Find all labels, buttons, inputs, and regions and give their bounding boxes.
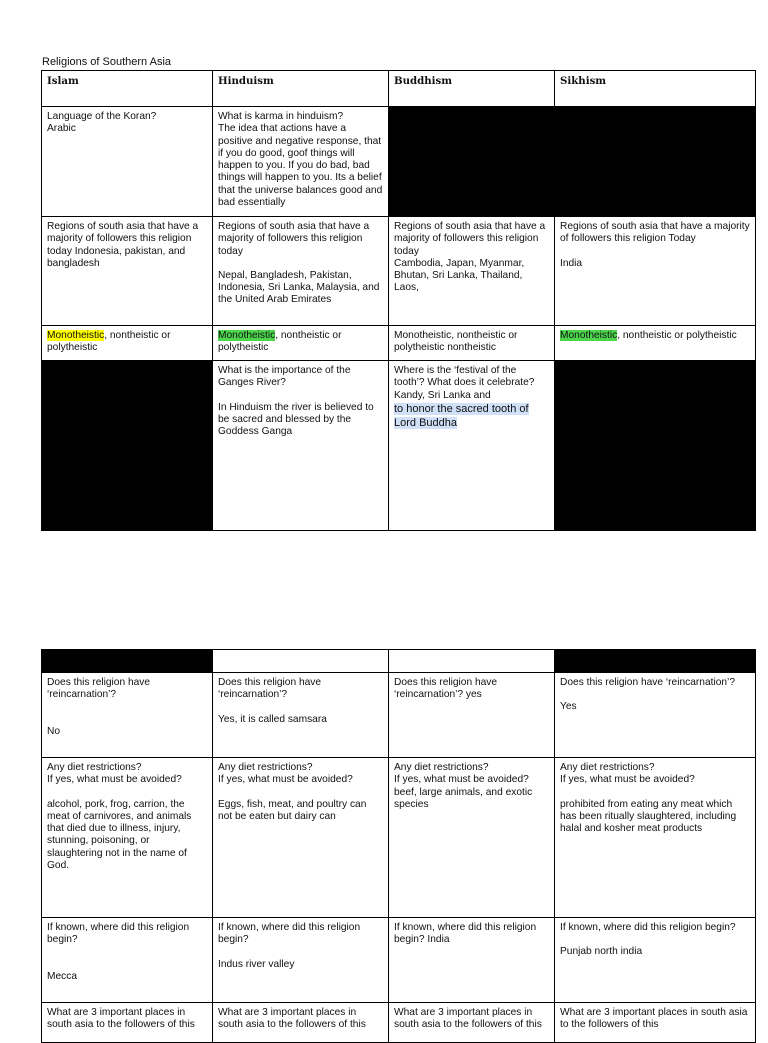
cell-islam-reincarnation	[42, 673, 213, 758]
table-row	[42, 918, 756, 1003]
empty-header-cell	[213, 650, 389, 673]
question-text: Any diet restrictions?	[218, 762, 313, 773]
blacked-out-cell	[555, 361, 756, 531]
cell-buddhism-places: What are 3 important places in south asia to the followers of this	[389, 1003, 555, 1043]
question-text: Language of the Koran?	[47, 111, 157, 122]
question-text: Any diet restrictions?	[394, 762, 489, 773]
answer-text: Regions of south asia that have a majority of followers this religion today Indonesia, pakistan, and bangladesh	[47, 221, 199, 269]
cell-islam-places: What are 3 important places in south asia to the followers of this	[42, 1003, 213, 1043]
cell-hinduism-diet	[213, 758, 389, 918]
cell-sikhism-reincarnation	[555, 673, 756, 758]
question-text: Regions of south asia that have a majority of followers this religion Today	[560, 221, 750, 245]
cell-sikhism-regions	[555, 217, 756, 326]
answer-text: Indus river valley	[218, 958, 295, 970]
question-text: Where is the ‘festival of the tooth’? What does it celebrate?	[394, 365, 535, 389]
table-row	[42, 1003, 756, 1043]
header-row	[42, 650, 756, 673]
answer-text: Yes	[560, 701, 577, 713]
cell-sikhism-theism	[555, 326, 756, 361]
document-title: Religions of Southern Asia	[42, 56, 172, 68]
cell-hinduism-ganges	[213, 361, 389, 531]
religions-table-bottom	[41, 649, 756, 1043]
answer-text: , nontheistic or polytheistic	[218, 330, 342, 354]
question-text: If known, where did this religion begin?	[218, 922, 361, 946]
answer-text: In Hinduism the river is believed to be sacred and blessed by the Goddess Ganga	[218, 401, 374, 438]
answer-text: prohibited from eating any meat which has been ritually slaughtered, including halal and kosher meat products	[560, 798, 737, 835]
table-row	[42, 758, 756, 918]
question-text: If yes, what must be avoided?	[218, 774, 353, 786]
blacked-out-cell	[42, 650, 213, 673]
question-text: What is karma in hinduism?	[218, 111, 344, 122]
cell-hinduism-theism	[213, 326, 389, 361]
question-text: If yes, what must be avoided?	[47, 774, 182, 786]
answer-text: Cambodia, Japan, Myanmar, Bhutan, Sri Lanka, Thailand, Laos,	[394, 257, 525, 294]
cell-hinduism-reincarnation	[213, 673, 389, 758]
cell-islam-language	[42, 107, 213, 217]
header-buddhism: Buddhism	[389, 71, 555, 107]
blacked-out-cell	[555, 107, 756, 217]
header-sikhism: Sikhism	[555, 71, 756, 107]
cell-buddhism-reincarnation	[389, 673, 555, 758]
cell-sikhism-origin	[555, 918, 756, 1003]
blacked-out-cell	[389, 107, 555, 217]
answer-text: The idea that actions have a positive and negative response, that if you do good, goof things will happen to you. If you do bad, bad things will happen to you. Its a belief that the universe balances good and bad essentially	[218, 123, 383, 209]
highlighted-word: Monotheistic	[218, 330, 276, 341]
answer-text: , nontheistic or polytheistic	[47, 330, 171, 354]
empty-header-cell	[389, 650, 555, 673]
cell-buddhism-theism	[389, 326, 555, 361]
cell-buddhism-origin	[389, 918, 555, 1003]
table-row	[42, 107, 756, 217]
question-text: Regions of south asia that have a majority of followers this religion today	[394, 221, 546, 257]
table-row	[42, 673, 756, 758]
cell-hinduism-karma	[213, 107, 389, 217]
answer-text: If known, where did this religion begin? India	[394, 922, 537, 946]
blacked-out-cell	[555, 650, 756, 673]
blacked-out-cell	[42, 361, 213, 531]
cell-buddhism-tooth-festival	[389, 361, 555, 531]
question-text: What is the importance of the Ganges River?	[218, 365, 351, 389]
answer-text: Does this religion have ‘reincarnation’? yes	[394, 677, 498, 701]
header-hinduism: Hinduism	[213, 71, 389, 107]
question-text: Does this religion have ‘reincarnation’?	[218, 677, 322, 701]
cell-buddhism-regions	[389, 217, 555, 326]
header-row	[42, 71, 756, 107]
cell-hinduism-regions	[213, 217, 389, 326]
cell-hinduism-origin	[213, 918, 389, 1003]
cell-islam-diet	[42, 758, 213, 918]
question-text: Any diet restrictions?	[47, 762, 142, 773]
cell-buddhism-diet	[389, 758, 555, 918]
cell-islam-origin	[42, 918, 213, 1003]
answer-text: If yes, what must be avoided? beef, large animals, and exotic species	[394, 774, 533, 810]
answer-text: , nontheistic or polytheistic	[617, 330, 737, 341]
highlighted-word: Monotheistic	[560, 330, 618, 341]
answer-text: No	[47, 725, 61, 737]
cell-islam-regions	[42, 217, 213, 326]
highlighted-answer: to honor the sacred tooth of Lord Buddha	[394, 402, 529, 430]
question-text: Does this religion have ‘reincarnation’?	[47, 677, 151, 701]
cell-islam-theism	[42, 326, 213, 361]
question-text: If yes, what must be avoided?	[560, 774, 695, 786]
answer-text: Arabic	[47, 123, 76, 135]
religions-table-top	[41, 70, 756, 531]
question-text: Does this religion have ‘reincarnation’?	[560, 677, 735, 688]
answer-text: Eggs, fish, meat, and poultry can not be eaten but dairy can	[218, 798, 367, 822]
table-row	[42, 326, 756, 361]
question-text: Any diet restrictions?	[560, 762, 655, 773]
cell-sikhism-places: What are 3 important places in south asia to the followers of this	[555, 1003, 756, 1043]
answer-text: India	[560, 257, 583, 269]
answer-text: Nepal, Bangladesh, Pakistan, Indonesia, Sri Lanka, Malaysia, and the United Arab Emirates	[218, 269, 380, 306]
table-row	[42, 361, 756, 531]
highlighted-word: Monotheistic	[47, 330, 105, 341]
question-text: If known, where did this religion begin?	[47, 922, 190, 946]
answer-text: Yes, it is called samsara	[218, 713, 327, 725]
question-text: Regions of south asia that have a majority of followers this religion today	[218, 221, 370, 257]
cell-hinduism-places: What are 3 important places in south asia to the followers of this	[213, 1003, 389, 1043]
answer-text: alcohol, pork, frog, carrion, the meat of carnivores, and animals that died due to illness, injury, stunning, poisoning, or slaughtering not in the name of God.	[47, 798, 192, 872]
answer-text: Punjab north india	[560, 946, 643, 958]
question-text: If known, where did this religion begin?	[560, 922, 736, 933]
answer-text: Mecca	[47, 970, 78, 982]
header-islam: Islam	[42, 71, 213, 107]
answer-text: Kandy, Sri Lanka and	[394, 389, 491, 401]
table-row	[42, 217, 756, 326]
cell-sikhism-diet	[555, 758, 756, 918]
answer-text: Monotheistic, nontheistic or polytheistic nontheistic	[394, 330, 518, 354]
